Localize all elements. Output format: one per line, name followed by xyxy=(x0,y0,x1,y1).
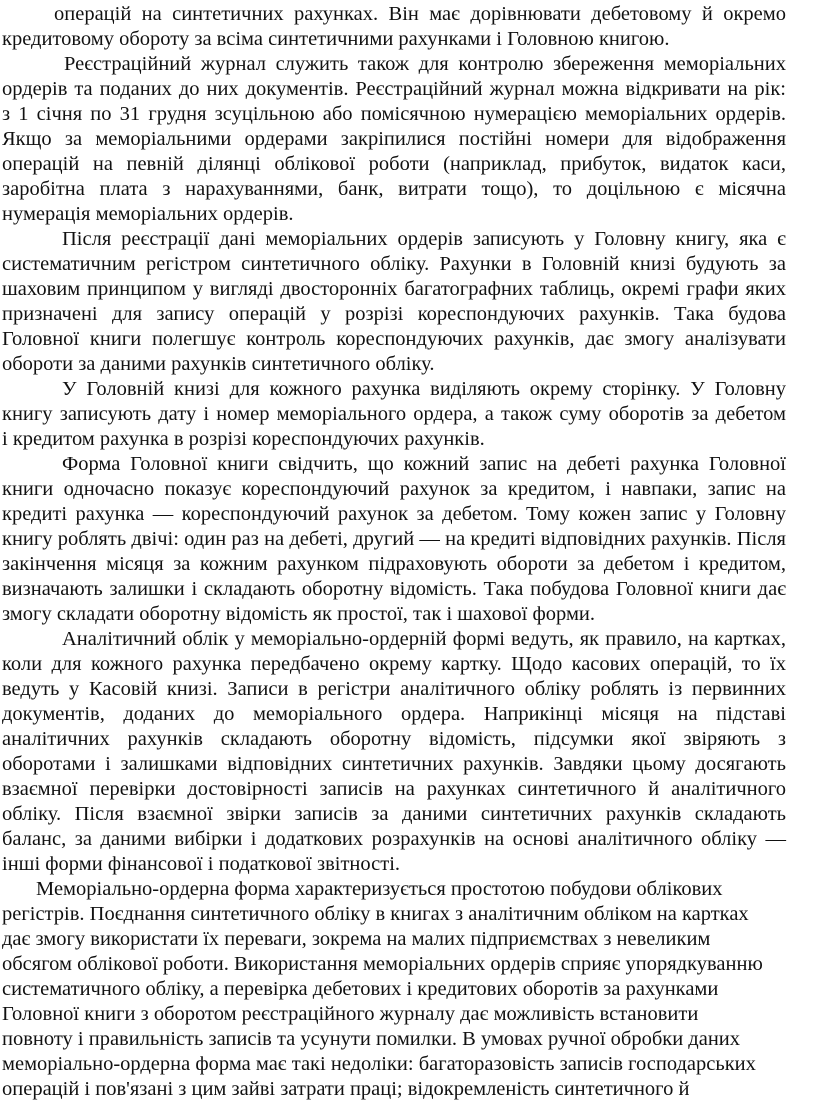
text-line: Аналітичний облік у меморіально-ордерній формі ведуть, як правило, на картках, xyxy=(62,628,786,650)
text-line: призначені для запису операцій у розрізі кореспондуючих рахунків. Така будова xyxy=(2,303,786,325)
text-line: книгу записують дату і номер меморіального ордера, а також суму оборотів за дебетом xyxy=(2,403,786,425)
text-line: кредиті рахунка — кореспондуючий рахунок за дебетом. Тому кожен запис у Головну xyxy=(2,503,786,525)
text-line: операцій на певній ділянці облікової роботи (наприклад, прибуток, видаток каси, xyxy=(2,153,786,175)
text-line: документів, доданих до меморіального ордера. Наприкінці місяця на підставі xyxy=(2,703,786,725)
text-line: операцій на синтетичних рахунках. Він має дорівнювати дебетовому й окремо xyxy=(54,3,786,25)
text-line: і кредитом рахунка в розрізі кореспондуючих рахунків. xyxy=(2,428,485,450)
text-line: обсягом облікової роботи. Використання меморіальних ордерів сприяє упорядкуванню xyxy=(2,953,763,975)
text-line: закінчення місяця за кожним рахунком підраховують обороти за дебетом і кредитом, xyxy=(2,553,786,575)
text-line: Після реєстрації дані меморіальних ордерів записують у Головну книгу, яка є xyxy=(62,228,786,250)
text-line: нумерація меморіальних ордерів. xyxy=(2,203,294,225)
text-line: Реєстраційний журнал служить також для контролю збереження меморіальних xyxy=(64,53,786,75)
text-line: Форма Головної книги свідчить, що кожний запис на дебеті рахунка Головної xyxy=(62,453,786,475)
text-line: Якщо за меморіальними ордерами закріпилися постійні номери для відображення xyxy=(2,128,786,150)
text-line: дає змогу використати їх переваги, зокрема на малих підприємствах з невеликим xyxy=(2,928,711,950)
text-line: оборотами і залишками відповідних синтетичних рахунків. Завдяки цьому досягають xyxy=(2,753,786,775)
text-line: обліку. Після взаємної звірки записів за даними синтетичних рахунків складають xyxy=(2,803,786,825)
text-line: кредитовому обороту за всіма синтетичними рахунками і Головною книгою. xyxy=(2,28,670,50)
text-line: повноту і правильність записів та усунути помилки. В умовах ручної обробки даних xyxy=(2,1028,741,1050)
text-line: шаховим принципом у вигляді двосторонніх багатографних таблиць, окремі графи яких xyxy=(2,278,786,300)
text-line: визначають залишки і складають оборотну відомість. Така побудова Головної книги дає xyxy=(2,578,786,600)
text-line: ордерів та поданих до них документів. Реєстраційний журнал можна відкривати на рік: xyxy=(2,78,786,100)
text-line: меморіально-ордерна форма має такі недоліки: багаторазовість записів господарських xyxy=(2,1053,756,1075)
text-line: книгу роблять двічі: один раз на дебеті, другий — на кредиті відповідних рахунків. Після xyxy=(2,528,786,550)
text-line: з 1 січня по 31 грудня зсуцільною або помісячною нумерацією меморіальних ордерів. xyxy=(2,103,786,125)
text-line: Головної книги з оборотом реєстраційного журналу дає можливість встановити xyxy=(2,1003,699,1025)
text-line: аналітичних рахунків складають оборотну відомість, підсумки якої звіряють з xyxy=(2,728,786,750)
text-line: Головної книги полегшує контроль кореспондуючих рахунків, дає змогу аналізувати xyxy=(2,328,786,350)
text-line: систематичним регістром синтетичного обліку. Рахунки в Головній книзі будують за xyxy=(2,253,786,275)
text-line: книги одночасно показує кореспондуючий рахунок за кредитом, і навпаки, запис на xyxy=(2,478,786,500)
text-line: систематичного обліку, а перевірка дебетових і кредитових оборотів за рахунками xyxy=(2,978,719,1000)
text-line: змогу складати оборотну відомість як простої, так і шахової форми. xyxy=(2,603,596,625)
text-line: ведуть у Касовій книзі. Записи в регістри аналітичного обліку роблять із первинних xyxy=(2,678,786,700)
text-line: У Головній книзі для кожного рахунка виділяють окрему сторінку. У Головну xyxy=(62,378,786,400)
text-line: інші форми фінансової і податкової звітності. xyxy=(2,853,401,875)
text-line: обороти за даними рахунків синтетичного обліку. xyxy=(2,353,435,375)
text-line: баланс, за даними вибірки і додаткових розрахунків на основі аналітичного обліку — xyxy=(2,828,786,850)
text-line: взаємної перевірки достовірності записів на рахунках синтетичного й аналітичного xyxy=(2,778,786,800)
text-line: коли для кожного рахунка передбачено окрему картку. Щодо касових операцій, то їх xyxy=(2,653,786,675)
text-line: регістрів. Поєднання синтетичного обліку в книгах з аналітичним обліком на картках xyxy=(2,903,749,925)
text-line: Меморіально-ордерна форма характеризується простотою побудови облікових xyxy=(36,878,723,900)
text-line: операцій і пов'язані з цим зайві затрати праці; відокремленість синтетичного й xyxy=(2,1078,690,1100)
text-line: заробітна плата з нарахуваннями, банк, витрати тощо), то доцільною є місячна xyxy=(2,178,786,200)
